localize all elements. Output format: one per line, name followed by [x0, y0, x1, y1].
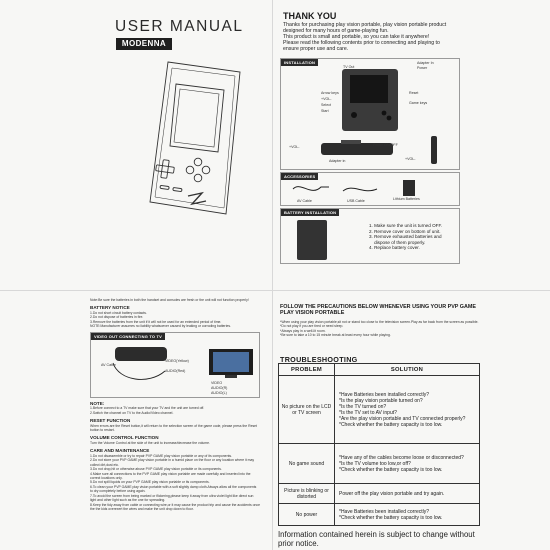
label-adapter-in: Adapter In [417, 61, 434, 65]
battery-notice-line: NOTE:Manufacturer assumes no liability whatsoever caused by leaking or corroding batteries. [90, 324, 231, 329]
solution-cell [335, 484, 480, 504]
care-line: 1.Do not disassemble or try to repair PVP GAME play vision portable or any of its components. [90, 454, 233, 459]
video-out-header: VIDEO OUT CONNECTING TO TV [91, 333, 165, 340]
tv-icon [207, 347, 255, 381]
precaution-line: *When using your play vision portable,sit not or stand too close to the television screen.Play as far back from the screen as possible. [280, 320, 479, 324]
accessory-av-cable: AV Cable [297, 199, 312, 203]
solution-line: *Is the play vision portable turned on? [339, 397, 423, 404]
precaution-line: *Always play in a well-lit room. [280, 328, 326, 333]
thank-you-heading: THANK YOU [283, 11, 337, 21]
intro-line: This product is small and portable, so you can take it anywhere! [283, 34, 430, 40]
note-title: NOTE: [90, 400, 105, 406]
solution-cell [335, 376, 480, 444]
label-start: Start [321, 109, 329, 113]
table-row [279, 504, 480, 526]
av-cable-route [109, 361, 169, 391]
care-line: 2.Do not store your PVP GAME play vision portable in a humid place on the floor or any location where it may collect dirt,dust etc. [90, 458, 255, 467]
solution-line: *Check whether the battery capacity is too low. [339, 466, 443, 473]
battery-icon [401, 178, 417, 198]
battery-notice-line: 1.Do not short circuit battery contacts. [90, 311, 147, 315]
battery-notice-line: 3.Remove the batteries from the unit if it will not be used for an extended period of time. [90, 319, 222, 324]
solution-line: *Is the TV turned on? [339, 403, 387, 410]
manual-title: USER MANUAL [115, 18, 244, 35]
solution-cell [335, 444, 480, 484]
table-header-row [279, 364, 480, 376]
installation-header: INSTALLATION [281, 59, 318, 66]
label-adapter-in-side: Adapter in [329, 159, 346, 163]
battery-preface: Note:Be sure the batteries in both the handset and consoles are fresh or the unit will not function properly! [90, 298, 249, 302]
care-line: 7.To avoid the screen from being marked or flickering,please keep it away from ultra violet light like direct sun light and other light such as the one for spreading. [90, 493, 254, 503]
av-cable-icon [291, 181, 331, 197]
battery-installation-panel [280, 208, 460, 264]
care-line: 8.Keep the tidy away from cable or connecting wire,or it may cause the product trip and cause the accidents once the the kids overexert the wires and make the unit drop down to floor. [90, 502, 261, 511]
label-arrow-keys: Arrow keys [321, 91, 339, 95]
volume-text: Turn the Volume Control at the side of the unit to increase/decrease the volume. [90, 441, 210, 446]
device-front-diagram [336, 67, 406, 137]
solution-line: *Are the play vision portable and TV connected properly? [339, 415, 466, 422]
installation-panel [280, 58, 460, 170]
battery-step: 3. Remove exhausted batteries and [369, 234, 442, 240]
legend-audio-l: AUDIO(L) [211, 390, 227, 395]
precaution-line: *Do not play if you are tired or need sleep. [280, 324, 344, 329]
troubleshooting-title: TROUBLESHOOTING [280, 355, 358, 364]
care-line: 6.To clean your PVP GAME play vision portable with a soft slightly damp cloth.Always allow all the components to dry completely before using again. [90, 484, 257, 494]
brand-label: MODENNA [116, 38, 172, 50]
battery-step: 4. Replace battery cover. [369, 245, 420, 251]
problem-cell: Picture is blinking or distorted [279, 484, 335, 504]
label-video-yellow: VIDEO(Yellow) [165, 358, 189, 363]
problem-cell: No game sound [279, 444, 335, 484]
fold-line-vertical [272, 0, 273, 550]
solution-line: *Is the TV set to AV input? [339, 409, 397, 416]
fold-line-horizontal [0, 290, 550, 291]
precautions-list [280, 320, 480, 338]
solution-line: Power off the play vision portable and try again. [339, 490, 445, 497]
footer-notice: Information contained herein is subject to change without prior notice. [278, 530, 475, 548]
header-problem: PROBLEM [279, 364, 335, 376]
note-line: 2.Switch the channel on TV to the Audio/Video channel. [90, 410, 174, 415]
note-line: 1.Before connect to a TV make sure that your TV and the unit are turned off. [90, 406, 205, 411]
device-edge-diagram [429, 135, 439, 165]
battery-installation-header: BATTERY INSTALLATION [281, 209, 339, 216]
volume-title: VOLUME CONTROL FUNCTION [90, 435, 159, 441]
battery-notice-line: 2.Do not dispose of batteries in fire. [90, 315, 144, 320]
battery-steps [369, 223, 459, 251]
precautions-title: FOLLOW THE PRECAUTIONS BELOW WHENEVER USING YOUR PVP GAME PLAY VISION PORTABLE [280, 304, 476, 317]
label-power-onoff: Power ON/OFF [373, 143, 398, 147]
legend-video: VIDEO [211, 380, 223, 385]
accessories-header: ACCESSORIES [281, 173, 318, 180]
label-game-keys: Game keys [409, 101, 428, 105]
intro-paragraph [283, 22, 453, 52]
care-line: 5.Do not spill liquids on your PVP GAME play vision portable or its components. [90, 480, 210, 485]
usb-cable-icon [341, 181, 381, 197]
header-solution: SOLUTION [335, 364, 480, 376]
intro-line: ensure proper use and care. [283, 46, 349, 52]
label-vol-side: +VOL- [289, 145, 300, 149]
troubleshooting-table [278, 363, 480, 526]
table-row [279, 444, 480, 484]
solution-line: *Have Batteries been installed correctly? [339, 391, 430, 398]
intro-line: Please read the following contents prior to connecting and playing to [283, 40, 440, 46]
intro-line: designed for many hours of game-playing fun. [283, 28, 389, 34]
video-out-panel [90, 332, 260, 398]
problem-cell: No power [279, 504, 335, 526]
solution-line: *Have any of the cables become loose or disconnected? [339, 454, 464, 461]
accessory-usb-cable: USB Cable [347, 199, 365, 203]
reset-text: When errors are the Reset button,it will return to the selection screen of the game code, please press the Reset button to restart. [90, 423, 257, 433]
label-tv-out: TV Out [343, 65, 355, 69]
care-title: CARE AND MAINTENANCE [90, 448, 150, 454]
solution-line: *Check whether the battery capacity is too low. [339, 514, 443, 521]
solution-line: *Check whether the battery capacity is too low. [339, 421, 443, 428]
console-illustration [140, 58, 250, 218]
label-power: Power [417, 66, 428, 70]
label-vol-right: +VOL- [405, 157, 416, 161]
device-side-diagram [311, 139, 401, 159]
intro-line: Thanks for purchasing play vision portable, play vision portable product [283, 22, 447, 28]
battery-step: 2. Remove cover on bottom of unit. [369, 228, 441, 234]
care-line: 3.Do not drop,hit or otherwise abuse PVP GAME play vision portable or its components. [90, 467, 222, 472]
label-vol: +VOL- [321, 97, 332, 101]
solution-line: *Is the TV volume too low,or off? [339, 460, 411, 467]
table-row [279, 484, 480, 504]
label-av-cable: AV Cable [101, 362, 116, 367]
care-line: 4.Make sure all connections to the PVP GAME play vision portable are made carefully and inserted into the correct locations only. [90, 471, 251, 481]
battery-step: 1. Make sure the unit is turned OFF. [369, 223, 443, 228]
label-audio-red: AUDIO(Red) [165, 368, 186, 373]
label-reset: Reset [409, 91, 419, 95]
label-select: Select [321, 103, 331, 107]
precaution-line: *Be sure to take a 10 to 15 minute break at least every hour while playing. [280, 333, 391, 338]
problem-cell: No picture on the LCD or TV screen [279, 376, 335, 444]
battery-cover-diagram [295, 218, 329, 262]
solution-line: *Have Batteries been installed correctly? [339, 508, 430, 515]
reset-title: RESET FUNCTION [90, 418, 131, 424]
accessory-batteries: Lithium Batteries [393, 197, 420, 201]
accessories-panel [280, 172, 460, 206]
solution-cell [335, 504, 480, 526]
left-bottom-section [90, 298, 260, 511]
battery-step: dispose of them properly. [369, 239, 426, 245]
battery-notice-title: BATTERY NOTICE [90, 305, 130, 311]
legend-audio-r: AUDIO(R) [211, 385, 228, 390]
table-row [279, 376, 480, 444]
